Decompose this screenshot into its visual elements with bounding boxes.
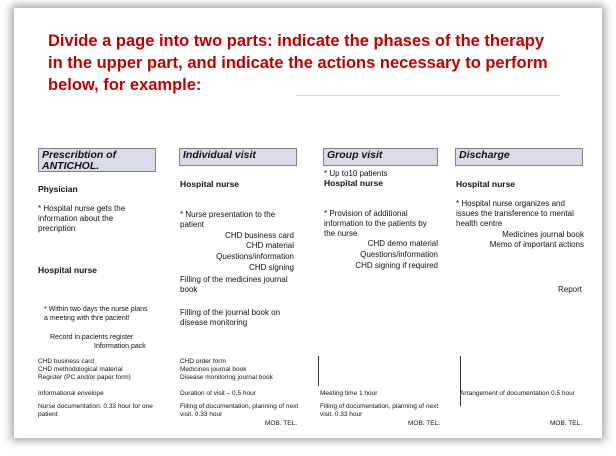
- c1-bottom-4: Informational envelope: [38, 390, 104, 397]
- c1-bottom-2: CHD methodological material: [38, 366, 123, 373]
- c1-bottom-1: CHD business card: [38, 358, 94, 365]
- c1-text-2b: Record in pacients register: [50, 334, 134, 341]
- c2-bottom-2: Medicines journal book: [180, 366, 247, 373]
- c2-text-3: Filling of the journal book on disease monitoring: [180, 308, 281, 327]
- c4-role-nurse: Hospital nurse: [456, 179, 516, 189]
- c1-text-2: * Within two days the nurse plans a meeting with thre pacient!: [44, 306, 148, 322]
- c3-bottom-5: Filling of documentation, planning of next visit. 0.33 hour: [320, 403, 439, 418]
- c3-item-3: CHD signing if required: [355, 261, 438, 270]
- c2-bottom-4: Duration of visit – 0.5 hour: [180, 390, 256, 397]
- c2-bottom-3: Disease monitoring journal book: [180, 374, 273, 381]
- c2-text-2: Filling of the medicines journal book: [180, 275, 288, 294]
- c1-text-2c: Information pack: [94, 343, 146, 350]
- c2-bottom-5: Filling of documentation, planning of next visit. 0.33 hour: [180, 403, 299, 418]
- c1-bottom-3: Register (PC and/or paper form): [38, 374, 131, 381]
- c2-text-1: * Nurse presentation to the patient: [180, 210, 276, 229]
- c4-item-1: Medicines journal book: [502, 230, 584, 239]
- c3-bottom-4: Meeting time 1 hour: [320, 390, 378, 397]
- c2-mob-tel: MOB. TEL.: [265, 420, 298, 427]
- c4-divider: [460, 356, 461, 406]
- c2-role-nurse: Hospital nurse: [180, 179, 240, 189]
- header-group-visit: Group visit: [323, 148, 438, 166]
- header-discharge: Discharge: [455, 148, 583, 166]
- c3-mob-tel: MOB. TEL.: [408, 420, 441, 427]
- title-rule: [296, 95, 560, 96]
- c4-report: Report: [557, 285, 582, 294]
- c1-role-physician: Physician: [38, 184, 78, 194]
- c3-divider: [318, 356, 319, 386]
- c1-bottom-5: Nurse documentation: 0.33 hour for one patient: [38, 403, 153, 418]
- slide-title: Divide a page into two parts: indicate the phases of the therapy in the upper part, and indicate the actions necessary to perform below, for example:: [48, 32, 548, 94]
- c2-item-2: CHD material: [245, 241, 294, 250]
- header-individual-visit: Individual visit: [179, 148, 297, 166]
- c2-item-1: CHD business card: [225, 231, 294, 240]
- c4-mob-tel: MOB. TEL.: [550, 420, 583, 427]
- c4-text-1: * Hospital nurse organizes and issues the transference to mental health centre: [456, 199, 574, 228]
- c2-item-3: Questions/information: [216, 252, 294, 261]
- c4-bottom-4: Arrangement of documentation 0.5 hour: [460, 390, 575, 397]
- c2-bottom-1: CHD order form: [180, 358, 226, 365]
- c3-note: * Up to10 patients: [324, 169, 388, 178]
- c2-item-4: CHD signing: [249, 263, 294, 272]
- c1-text-1: * Hospital nurse gets the information about the precription: [38, 204, 126, 233]
- c3-text-1: * Provision of additional information to the patients by the nurse: [324, 209, 427, 238]
- c3-role-nurse: Hospital nurse: [324, 178, 384, 188]
- header-prescription: Prescribtion of ANTICHOL.: [38, 148, 156, 172]
- c3-item-1: CHD demo material: [367, 239, 438, 248]
- c4-item-2: Memo of important actions: [489, 240, 584, 249]
- c1-role-nurse: Hospital nurse: [38, 265, 98, 275]
- c3-item-2: Questions/information: [360, 250, 438, 259]
